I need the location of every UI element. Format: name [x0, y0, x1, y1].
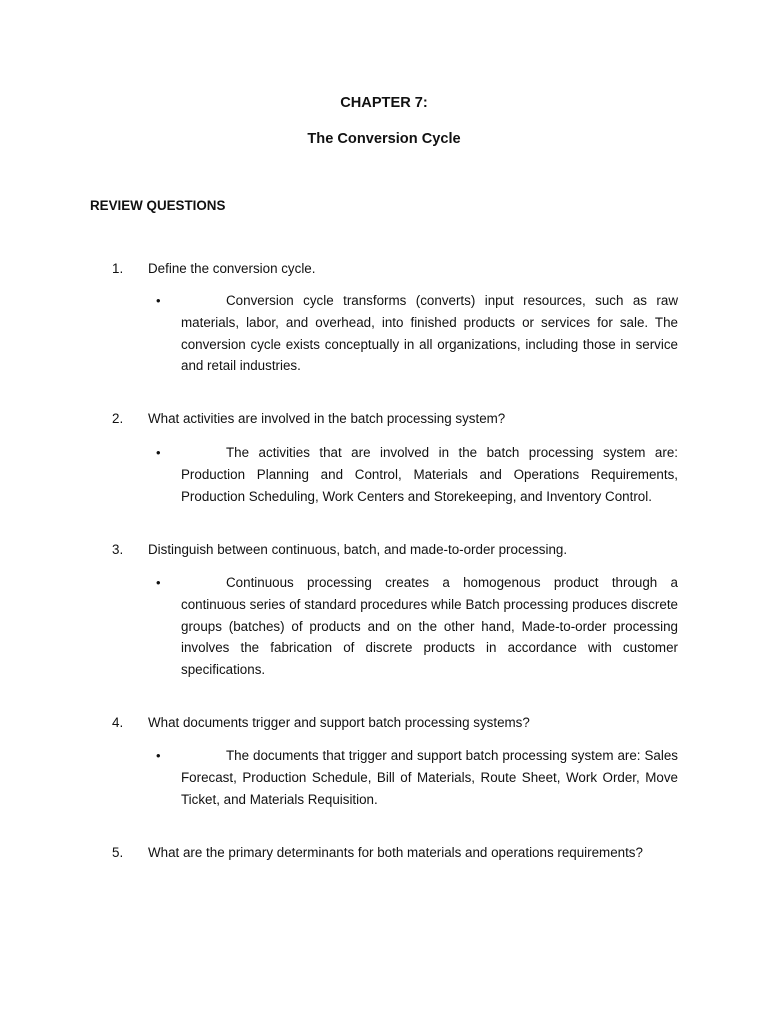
answer-text: Conversion cycle transforms (converts) input resources, such as raw materials, labor, and overhead, into finished products or services for sale. The conversion cycle exists conceptually in all organizations, including those in service and retail industries.	[181, 293, 678, 374]
answer-item	[156, 745, 678, 810]
chapter-label: CHAPTER 7:	[340, 95, 428, 111]
answer-item	[156, 290, 678, 377]
question-number: 5.	[112, 845, 124, 860]
chapter-title: The Conversion Cycle	[307, 131, 461, 147]
question-text: What activities are involved in the batch processing system?	[148, 411, 506, 426]
question-text: What are the primary determinants for both materials and operations requirements?	[148, 845, 643, 860]
question-item	[112, 411, 692, 426]
question-number: 4.	[112, 715, 124, 730]
question-item	[112, 261, 692, 276]
bullet-icon: •	[156, 748, 161, 763]
answer-item	[156, 442, 678, 507]
question-number: 3.	[112, 542, 124, 557]
bullet-icon: •	[156, 293, 161, 308]
question-number: 2.	[112, 411, 124, 426]
answer-text: The documents that trigger and support batch processing system are: Sales Forecast, Production Schedule, Bill of Materials, Route Sheet, Work Order, Move Ticket, and Materials Requisition.	[181, 748, 678, 807]
answer-text: The activities that are involved in the batch processing system are: Production Planning and Control, Materials and Operations Requirements, Production Scheduling, Work Centers and Storekeeping, and Inventory Control.	[181, 445, 678, 504]
question-item	[112, 845, 692, 860]
answer-text: Continuous processing creates a homogenous product through a continuous series of standard procedures while Batch processing produces discrete groups (batches) of products and on the other hand, Made-to-order processing involves the fabrication of discrete products in accordance with customer specifications.	[181, 575, 678, 678]
question-number: 1.	[112, 261, 124, 276]
question-item	[112, 542, 692, 557]
answer-item	[156, 572, 678, 681]
bullet-icon: •	[156, 575, 161, 590]
question-text: What documents trigger and support batch processing systems?	[148, 715, 530, 730]
question-item	[112, 715, 692, 730]
question-text: Distinguish between continuous, batch, and made-to-order processing.	[148, 542, 568, 557]
bullet-icon: •	[156, 445, 161, 460]
question-text: Define the conversion cycle.	[148, 261, 316, 276]
section-heading: REVIEW QUESTIONS	[90, 198, 226, 213]
